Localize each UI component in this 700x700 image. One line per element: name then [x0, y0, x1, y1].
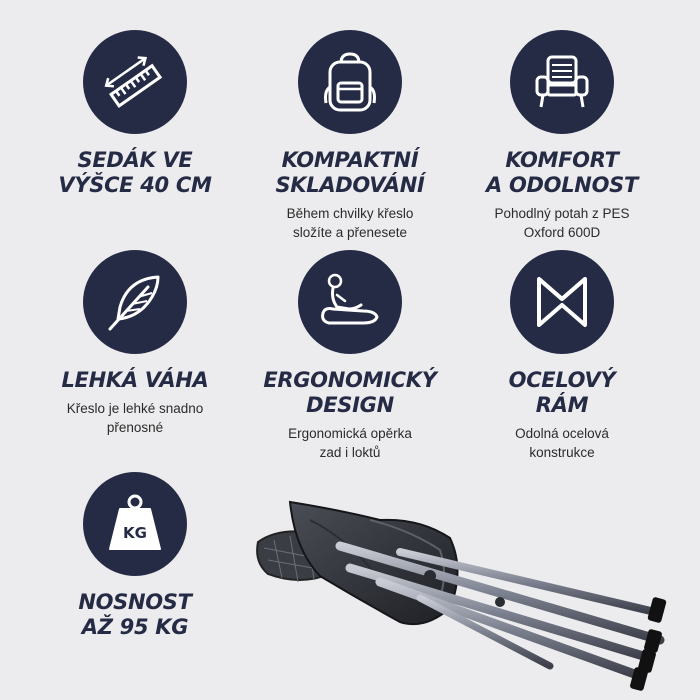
feature-seat-height [30, 30, 240, 198]
seated-person-icon [315, 267, 385, 337]
icon-circle [298, 250, 402, 354]
feature-steel-frame [457, 250, 667, 462]
feature-description [457, 204, 667, 242]
desc-line: konstrukce [529, 445, 595, 460]
desc-line: složíte a přenesete [292, 225, 408, 240]
title-line: SKLADOVÁNÍ [275, 173, 425, 197]
feature-load-capacity [30, 472, 240, 640]
title-line: RÁM [535, 393, 589, 417]
desc-line: Oxford 600D [523, 225, 601, 240]
feature-title [30, 368, 240, 393]
title-line: KOMFORT [505, 148, 619, 172]
title-line: LEHKÁ VÁHA [61, 368, 209, 392]
icon-circle [510, 250, 614, 354]
feature-compact-storage [245, 30, 455, 242]
icon-circle [83, 30, 187, 134]
title-line: A ODOLNOST [486, 173, 638, 197]
armchair-icon [527, 47, 597, 117]
backpack-icon [315, 47, 385, 117]
steel-frame-icon [527, 267, 597, 337]
title-line: SEDÁK VE [77, 148, 193, 172]
weight-icon [100, 489, 170, 559]
desc-line: zad i loktů [319, 445, 381, 460]
feature-description [457, 424, 667, 462]
feather-icon [100, 267, 170, 337]
feature-title [245, 368, 455, 418]
icon-circle [83, 250, 187, 354]
feature-light-weight [30, 250, 240, 437]
title-line: ERGONOMICKÝ [263, 368, 437, 392]
desc-line: Pohodlný potah z PES [494, 206, 630, 221]
ruler-icon [100, 47, 170, 117]
desc-line: Křeslo je lehké snadno [66, 401, 204, 416]
feature-comfort [457, 30, 667, 242]
title-line: OCELOVÝ [508, 368, 616, 392]
icon-circle [83, 472, 187, 576]
feature-title [457, 368, 667, 418]
title-line: VÝŠCE 40 CM [58, 173, 212, 197]
feature-title [30, 590, 240, 640]
feature-description [30, 399, 240, 437]
desc-line: přenosné [106, 420, 164, 435]
desc-line: Během chvilky křeslo [286, 206, 414, 221]
folded-chair-image [250, 490, 700, 700]
feature-title [245, 148, 455, 198]
feature-ergonomic-design [245, 250, 455, 462]
feature-description [245, 204, 455, 242]
title-line: NOSNOST [78, 590, 192, 614]
feature-title [457, 148, 667, 198]
desc-line: Ergonomická opěrka [288, 426, 412, 441]
title-line: KOMPAKTNÍ [281, 148, 419, 172]
title-line: DESIGN [306, 393, 394, 417]
title-line: AŽ 95 KG [81, 615, 189, 639]
desc-line: Odolná ocelová [515, 426, 609, 441]
icon-circle [298, 30, 402, 134]
icon-circle [510, 30, 614, 134]
feature-title [30, 148, 240, 198]
weight-icon-label: KG [123, 524, 147, 542]
feature-description [245, 424, 455, 462]
